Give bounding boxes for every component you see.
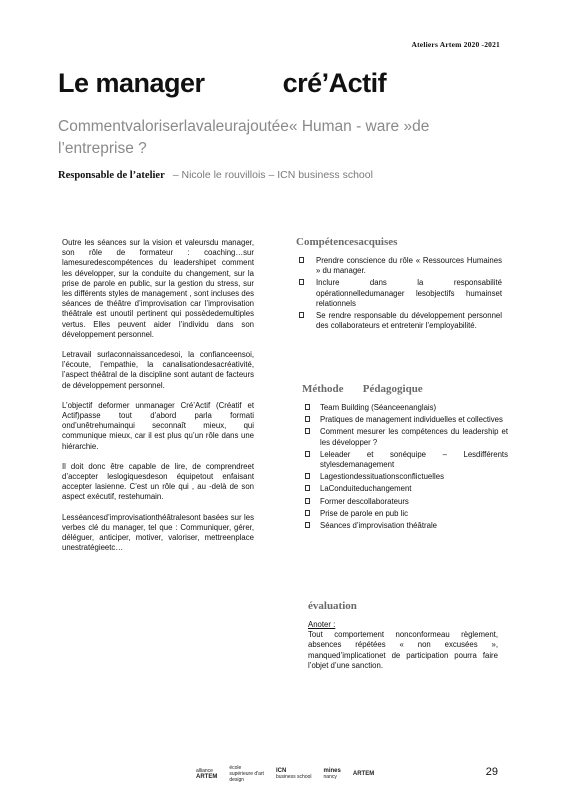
- list-item: Former descollaborateurs: [302, 497, 508, 507]
- artem-logo: ARTEM: [352, 771, 375, 777]
- competences-heading: Compétencesacquises: [296, 236, 398, 248]
- responsable-line: [58, 169, 373, 181]
- list-item: Lagestiondessituationsconflictuelles: [302, 472, 508, 482]
- bullet-icon: [299, 257, 304, 263]
- methode-list: [302, 403, 508, 531]
- bullet-icon: [305, 485, 310, 491]
- subtitle-line-2: l’entreprise ?: [58, 140, 147, 157]
- bullet-icon: [305, 451, 310, 457]
- bullet-icon: [305, 416, 310, 422]
- bullet-icon: [305, 510, 310, 516]
- list-item: LaConduiteduchangement: [302, 484, 508, 494]
- description-paragraph: Outre les séances sur la vision et valeursdu manager, son rôle de formateur : coaching…sur lamesuredescompétences du leadershipet comment les développer, sur la conduite du changement, sur la prise de parole en public, sur la gestion du stress, sur les différents styles de management , sont incluses des séances de théâtre d’improvisation car l’improvisation théâtrale est unoutil pertinent qui possèdedemultiples vertus. Elles peuvent aider l’individu dans son développement personnel.: [62, 238, 254, 339]
- bullet-icon: [305, 498, 310, 504]
- methode-heading: Méthode Pédagogique: [302, 383, 423, 395]
- mines-nancy-logo: mines nancy: [323, 768, 341, 780]
- description-paragraph: L’objectif deformer unmanager Cré’Actif (Créatif et Actif)passe tout d’abord parla formati ond’unêtrehumainqui seconnaît mieux, qui communique mieux, car il est plus qu’un rôle dans une hiérarchie.: [62, 400, 254, 451]
- page-number: 29: [485, 766, 498, 778]
- description-paragraph: Letravail surlaconnaissancedesoi, la confianceensoi, l’écoute, l’empathie, la canalisationdesacréativité, l’aspect théâtral de la discipline sont autant de facteurs de développement personnel.: [62, 350, 254, 390]
- page-subtitle: [58, 116, 498, 160]
- alliance-artem-logo: alliance ARTEM: [196, 768, 218, 780]
- description-column: [62, 238, 254, 563]
- bullet-icon: [299, 312, 304, 318]
- competences-list: [296, 256, 502, 331]
- page-title: [58, 68, 386, 99]
- bullet-icon: [305, 522, 310, 528]
- ecole-art-design-logo: école supérieure d'art design: [229, 765, 264, 783]
- list-item: Se rendre responsable du développement personnel des collaborateurs et entretenir l’employabilité.: [296, 311, 502, 331]
- evaluation-subheading: Anoter :: [308, 620, 336, 629]
- icn-logo: ICN business school: [275, 768, 312, 780]
- competences-section: [296, 236, 502, 333]
- list-item: Inclure dans la responsabilité opérationnelledumanager lesobjectifs humainset relationnels: [296, 278, 502, 309]
- bullet-icon: [305, 473, 310, 479]
- footer-logos: [196, 763, 374, 785]
- methode-section: [302, 383, 508, 533]
- description-paragraph: Il doit donc être capable de lire, de comprendreet d’accepter leslogiquesdeson équipetout enfaisant accepter lasienne. C’est un rôle qui , au -delà de son aspect exécutif, restehumain.: [62, 461, 254, 502]
- description-paragraph: Lesséancesd’improvisationthéâtralesont basées sur les verbes clé du manager, tel que : Communiquer, gérer, déléguer, anticiper, motiver, valoriser, mettreenplace unestratégieetc…: [62, 512, 254, 553]
- bullet-icon: [305, 428, 310, 434]
- list-item: Pratiques de management individuelles et collectives: [302, 415, 508, 425]
- responsable-label: Responsable de l’atelier: [58, 170, 165, 181]
- bullet-icon: [299, 279, 304, 285]
- evaluation-section: [308, 600, 498, 672]
- list-item: Séances d’improvisation théâtrale: [302, 521, 508, 531]
- list-item: Prendre conscience du rôle « Ressources Humaines » du manager.: [296, 256, 502, 276]
- header-edition: Ateliers Artem 2020 -2021: [411, 40, 500, 49]
- list-item: Comment mesurer les compétences du leadership et les développer ?: [302, 427, 508, 447]
- title-part-1: Le manager: [58, 68, 205, 98]
- bullet-icon: [305, 404, 310, 410]
- evaluation-heading: évaluation: [308, 600, 357, 612]
- responsable-who: – Nicole le rouvillois – ICN business school: [172, 169, 373, 181]
- subtitle-line-1: Commentvaloriserlavaleurajoutée« Human - ware »de: [58, 118, 430, 135]
- list-item: Leleader et sonéquipe – Lesdifférents stylesdemanagement: [302, 450, 508, 470]
- list-item: Team Building (Séanceenanglais): [302, 403, 508, 413]
- list-item: Prise de parole en pub lic: [302, 509, 508, 519]
- evaluation-text: Tout comportement nonconformeau règlement, absences répétées « non excusées », manqued’implicationet de participation pourra faire l’objet d’une sanction.: [308, 630, 498, 671]
- title-part-2: cré’Actif: [282, 68, 387, 98]
